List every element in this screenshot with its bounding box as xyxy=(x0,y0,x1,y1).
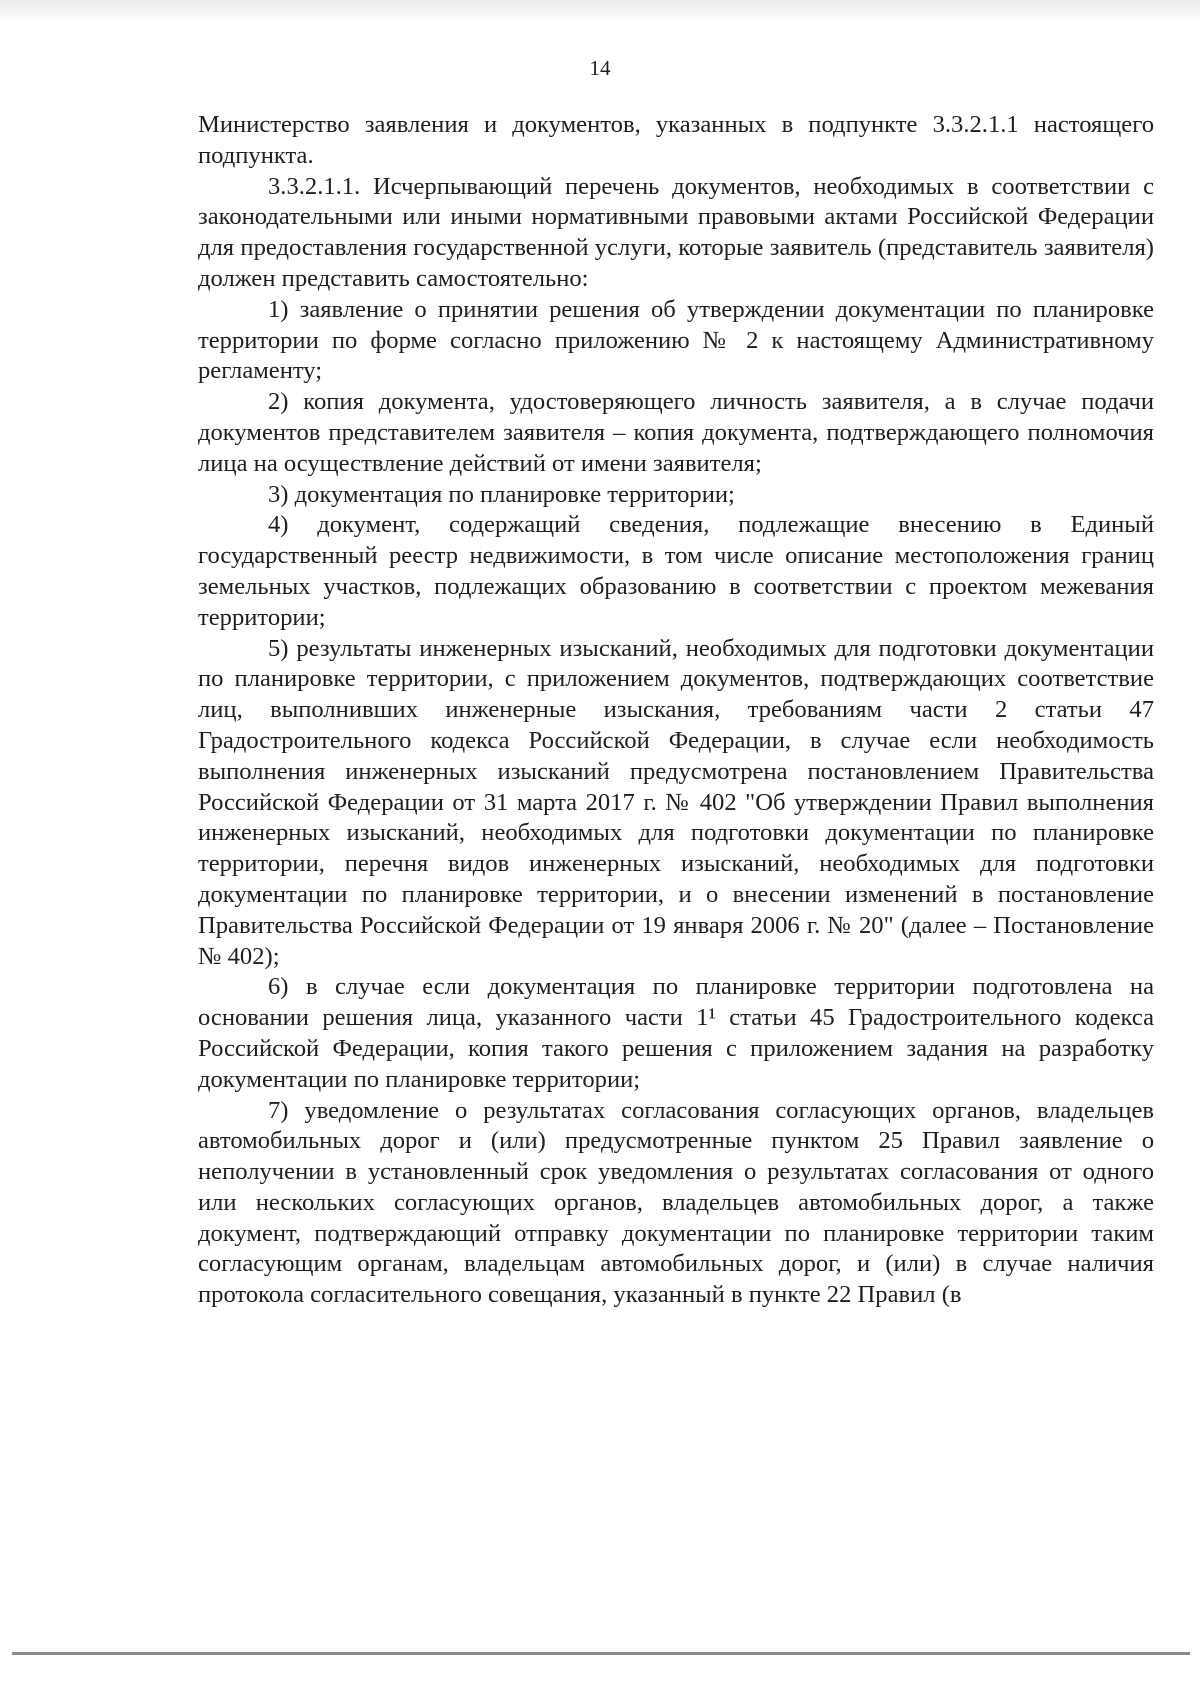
list-item-5: 5) результаты инженерных изысканий, необходимых для подготовки документации по планировке территории, с приложением документов, подтверждающих соответствие лиц, выполнивших инженерные изыскания, требованиям части 2 статьи 47 Градостроительного кодекса Российской Федерации, в случае если необходимость выполнения инженерных изысканий предусмотрена постановлением Правительства Российской Федерации от 31 марта 2017 г. № 402 "Об утверждении Правил выполнения инженерных изысканий, необходимых для подготовки документации по планировке территории, перечня видов инженерных изысканий, необходимых для подготовки документации по планировке территории, и о внесении изменений в постановление Правительства Российской Федерации от 19 января 2006 г. № 20" (далее – Постановление № 402); xyxy=(198,634,1154,970)
page-number: 14 xyxy=(589,56,611,80)
scan-top-shadow xyxy=(0,0,1200,22)
list-item-2: 2) копия документа, удостоверяющего личность заявителя, а в случае подачи документов представителем заявителя – копия документа, подтверждающего полномочия лица на осуществление действий от имени заявителя; xyxy=(198,388,1154,477)
list-item-7: 7) уведомление о результатах согласования согласующих органов, владельцев автомобильных дорог и (или) предусмотренные пунктом 25 Правил заявление о неполучении в установленный срок уведомления о результатах согласования от одного или нескольких согласующих органов, владельцев автомобильных дорог, а также документ, подтверждающий отправку документации по планировке территории таким согласующим органам, владельцам автомобильных дорог, и (или) в случае наличия протокола согласительного совещания, указанный в пункте 22 Правил (в xyxy=(198,1096,1154,1309)
document-body xyxy=(198,110,1154,1311)
list-item-3: 3) документация по планировке территории; xyxy=(268,480,735,508)
footer-divider xyxy=(12,1652,1190,1655)
list-item-4: 4) документ, содержащий сведения, подлежащие внесению в Единый государственный реестр недвижимости, в том числе описание местоположения границ земельных участков, подлежащих образованию в соответствии с проектом межевания территории; xyxy=(198,511,1154,631)
paragraph-continuation: Министерство заявления и документов, указанных в подпункте 3.3.2.1.1 настоящего подпункта. xyxy=(198,111,1154,169)
list-item-6: 6) в случае если документация по планировке территории подготовлена на основании решения лица, указанного части 1¹ статьи 45 Градостроительного кодекса Российской Федерации, копия такого решения с приложением задания на разработку документации по планировке территории; xyxy=(198,973,1154,1093)
paragraph-3-3-2-1-1: 3.3.2.1.1. Исчерпывающий перечень документов, необходимых в соответствии с законодательными или иными нормативными правовыми актами Российской Федерации для предоставления государственной услуги, которые заявитель (представитель заявителя) должен представить самостоятельно: xyxy=(198,172,1154,292)
list-item-1: 1) заявление о принятии решения об утверждении документации по планировке территории по форме согласно приложению № 2 к настоящему Административному регламенту; xyxy=(198,295,1154,385)
